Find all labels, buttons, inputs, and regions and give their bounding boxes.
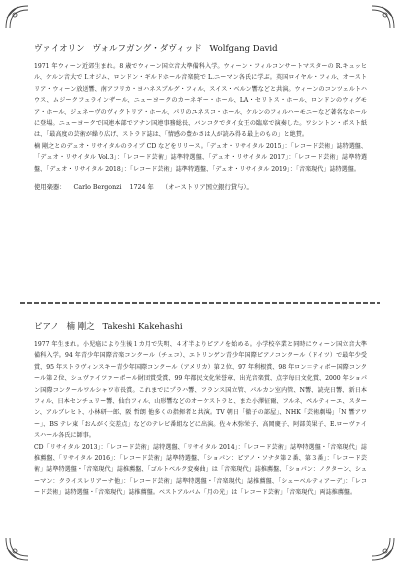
corner-ornament-bottom-left-icon [4, 536, 30, 562]
pianist-bio-paragraph: 1977 年生まれ。小児癌により生後１カ月で失明、４才半よりピアノを始める。小学校卒業と同時にウィーン国立音大準備科入学。94 年青少年国際音楽コンクール（チェコ）、エトリンゲン青少年国際ピアノコンクール（ドイツ）で最年少受賞、95 年ストラヴィンスキー青少年国際コンクール（アメリカ）第２位、97 年利根賞、98 年ロン＝ティボー国際コンクール第２位、シュヴァイツァーポール財団賞受賞、99 年都民文化栄誉章、出光音楽賞、点字毎日文化賞、2000 年ショパン国際コンクールワルシャワ市長賞。これまでにプラハ響、フランス国立管、パルカン室内管、N響、読売日響、新日本フィル、日本センチュリー響、仙台フィル、山形響などのオーケストラと、また小澤征爾、フルネ、ペルティーエ、スターン、アルブレヒト、小林研一郎、阪 哲朗 他多くの指揮者と共演。TV 朝日「徹子の部屋」、NHK「芸術劇場」「N 響アワー」、BS テレ東「おんがく交差点」などのテレビ番組などに出演。佐々木弥栄子、高岡慶子、阿部美果子、E.ローヴァイスハール各氏に師事。 [34, 341, 367, 440]
corner-ornament-top-right-icon [370, 4, 396, 30]
instrument-year: 1724 年 [129, 184, 154, 192]
pianist-role: ピアノ [34, 322, 59, 332]
violinist-name-ja: ヴォルフガング・ダヴィッド [92, 44, 202, 54]
violinist-profile [34, 44, 367, 193]
pianist-cd-paragraph: CD「リサイタル 2013」：「レコード芸術」誌特選盤、「リサイタル 2014」：「レコード芸術」誌準特選盤・「音楽現代」誌推薦盤、「リサイタル 2016」：「レコード芸術」誌準特選盤、「ショパン：ピアノ・ソナタ第２番、第３番」：「レコード芸術」誌準特選盤・「音楽現代」誌推薦盤、「ゴルトベルク変奏曲」は「音楽現代」誌推薦盤、「ショパン：ノクターン、シューマン：クライスレリアーナ他」：「レコード芸術」誌準特選盤・「音楽現代」誌推薦盤、「シューベルティアーデ」：「レコード芸術」誌特選盤・「音楽現代」誌推薦盤。ベストアルバム「月の光」は「レコード芸術」「音楽現代」両誌推薦盤。 [34, 443, 367, 497]
pianist-name-en: Takeshi Kakehashi [102, 322, 183, 332]
instrument-maker: Carlo Bergonzi [73, 184, 122, 192]
violinist-name-en: Wolfgang David [209, 44, 278, 54]
section-divider [20, 302, 380, 304]
violinist-role: ヴァイオリン [34, 44, 85, 54]
violinist-heading [34, 44, 367, 55]
pianist-profile [34, 322, 367, 499]
violinist-instrument [34, 183, 367, 193]
pianist-heading [34, 322, 367, 333]
violinist-cd-paragraph: 楠 剛之とのデュオ・リサイタルのライブ CD などをリリース。「デュオ・リサイタル 2015」：「レコード芸術」誌特選盤、「デュオ・リサイタル Vol.3」：「レコード芸術」誌準特選盤、「デュオ・リサイタル 2017」：「レコード芸術」誌準特選盤、「デュオ・リサイタル 2018」：「レコード芸術」誌準特選盤、「デュオ・リサイタル 2019」：「音楽現代」誌特選盤。 [34, 142, 367, 173]
violinist-bio-paragraph: 1971 年ウィーン近郊生まれ。8 歳でウィーン国立音大準備科入学。ウィーン・フィルコンサートマスターの R.キュッヒル、ケルン音大で I.オジム、ロンドン・ギルドホール音楽院で L.ニーマン各氏に学ぶ。英国ロイヤル・フィル、オーストリア・ウィーン放送響、南アフリカ・ヨハネスブルグ・フィル、スイス・ベルン響などと共演。ウィーンのコンツェルトハウス、ムジークフェラインザール、ニューヨークのカーネギー・ホール、LA・セリトス・ホール、ロンドンのウィグモア・ホール、ジュネーヴのヴィクトリア・ホール、パリのユネスコ・ホール、ケルンのフィルハーモニーなど著名なホールに登場。ニューヨークで国連本部でアナン国連事務総長、バンコクでタイ女王の臨席で演奏した。ワシントン・ポスト紙は、「最高度の芸術が繰り広げ、ストラド誌は、「情感の豊かさは人が読み得る最上のもの」と絶賛。 [34, 63, 367, 139]
violinist-biography [34, 61, 367, 175]
pianist-biography [34, 339, 367, 499]
instrument-owner: （オーストリア国立銀行貸与）。 [161, 184, 253, 192]
instrument-label: 使用楽器： [34, 184, 66, 192]
pianist-name-ja: 楠 剛之 [66, 322, 95, 332]
corner-ornament-bottom-right-icon [370, 536, 396, 562]
corner-ornament-top-left-icon [4, 4, 30, 30]
